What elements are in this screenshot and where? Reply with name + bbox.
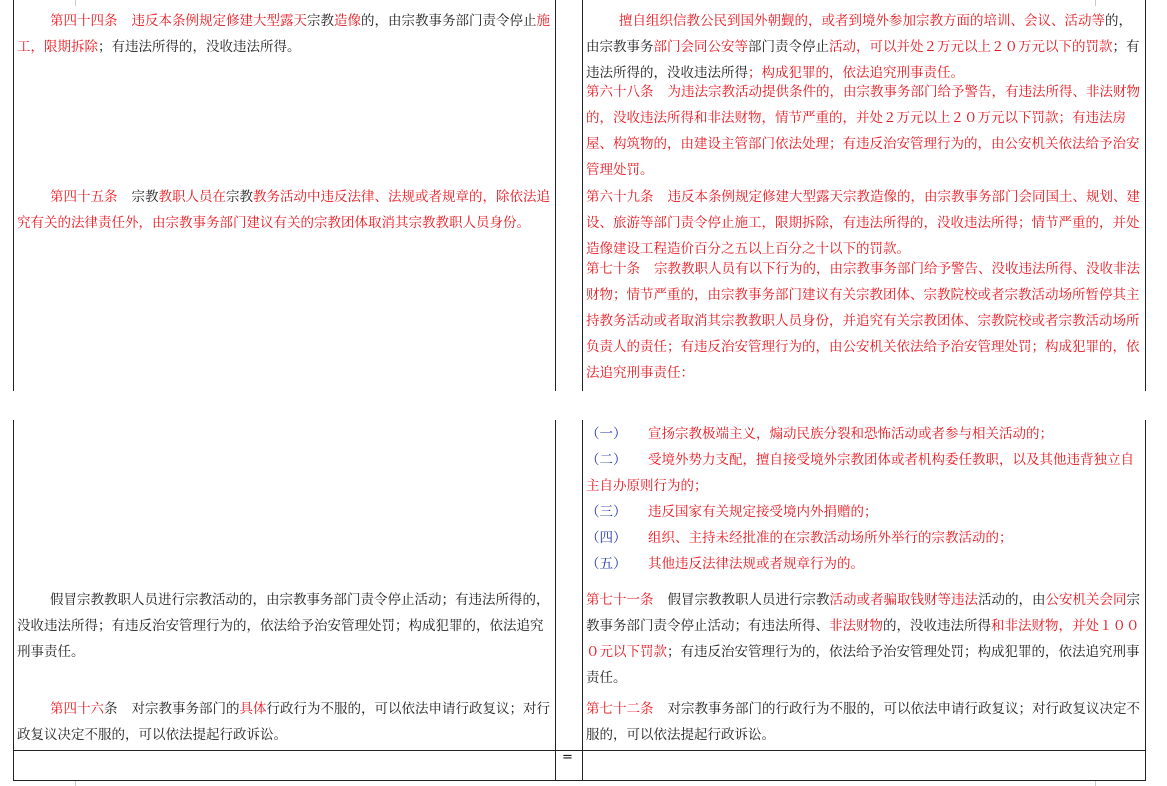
table-border-middle-right	[582, 420, 583, 781]
list-item	[586, 421, 1141, 447]
list-item	[586, 525, 1141, 551]
text-run: 造像	[334, 13, 361, 29]
list-text: 其他违反法律法规或者规章行为的。	[648, 556, 864, 572]
table-border-middle-right	[582, 0, 583, 391]
list-number: （一）	[586, 426, 627, 442]
table-border-bottom	[13, 780, 1146, 781]
article-number: 第七十二条	[586, 701, 654, 717]
text-run: 活动，可以并处２万元以上２０万元以下的罚款	[829, 39, 1113, 55]
article-text: 假冒宗教教职人员进行宗教活动的，由宗教事务部门责令停止活动；有违法所得的，没收违法所得；有违反治安管理行为的，依法给予治安管理处罚；构成犯罪的，依法追究刑事责任。	[17, 592, 550, 660]
ruler-tick	[75, 0, 76, 6]
text-run: 宗教事务部门责令停止活动；有违法所得、	[586, 592, 1140, 634]
text-run: ；有违法所得的，没收违法所得。	[98, 39, 301, 55]
text-run: 宗教	[226, 189, 253, 205]
article-69-new	[586, 184, 1141, 262]
article-number: 第六十八条	[586, 84, 654, 100]
list-text: 组织、主持未经批准的在宗教活动场所外举行的宗教活动的；	[648, 530, 1013, 546]
article-number: 第四十五条	[50, 189, 118, 205]
list-text: 宣扬宗教极端主义，煽动民族分裂和恐怖活动或者参与相关活动的；	[648, 426, 1053, 442]
text-run: 擅自组织信教公民到国外朝觐的，或者到境外参加宗教方面的培训、会议、活动等	[619, 13, 1105, 29]
text-run: 教务活动中违反法律、法规或者规章的，除依法追究有关的法律责任外，由宗教事务部门建议有关的宗教团体取消其宗教教职人员身份。	[17, 189, 550, 231]
article-number: 第四十六	[50, 701, 104, 717]
article-impostor-old	[17, 587, 550, 665]
table-border-middle-left	[555, 420, 556, 781]
text-run: 具体	[239, 701, 267, 717]
text-run: 教职人员在	[158, 189, 226, 205]
text-run: ；有违法所得的，没收违法所得	[586, 39, 1140, 81]
article-text: 对宗教事务部门的行政行为不服的，可以依法申请行政复议；对行政复议决定不服的，可以依法提起行政诉讼。	[586, 701, 1140, 743]
paragraph-overseas-pilgrimage	[586, 8, 1141, 86]
article-45-old	[17, 184, 550, 236]
text-run: 的，由宗教事务	[586, 13, 1132, 55]
text-run: 行政行为不服的，可以依法申请行政复议；对行政复议决定不服的，可以依法提起行政诉讼。	[17, 701, 550, 743]
text-run: 非法财物	[829, 618, 883, 634]
article-number: 第四十四条	[50, 13, 118, 29]
table-border-right	[1145, 0, 1146, 391]
article-44-old	[17, 8, 550, 60]
article-text: 违反本条例规定修建大型露天宗教造像的，由宗教事务部门会同国土、规划、建设、旅游等部门责令停止施工，限期拆除，有违法所得的，没收违法所得；情节严重的，并处造像建设工程造价百分之五以上百分之十以下的罚款。	[586, 189, 1140, 257]
list-text: 违反国家有关规定接受境内外捐赠的；	[648, 504, 878, 520]
text-run: 条	[104, 701, 118, 717]
article-68-new	[586, 79, 1141, 183]
text-run: 的，没收违法所得	[883, 618, 991, 634]
article-72-new	[586, 696, 1141, 748]
text-run: 活动的，由	[978, 592, 1046, 608]
list-number: （二）	[586, 452, 627, 468]
text-run: 宗教	[131, 189, 159, 205]
ruler-tick	[1095, 0, 1096, 6]
list-text: 受境外势力支配，擅自接受境外宗教团体或者机构委任教职，以及其他违背独立自主自办原则行为的；	[586, 452, 1134, 494]
text-run: 假冒宗教教职人员进行宗教	[667, 592, 830, 608]
text-run: 宗教	[307, 13, 334, 29]
text-run: 违反本条例规定修建大型露天	[131, 13, 307, 29]
article-text: 宗教教职人员有以下行为的，由宗教事务部门给予警告、没收违法所得、没收非法财物；情节严重的，由宗教事务部门建议有关宗教团体、宗教院校或者宗教活动场所暂停其主持教务活动或者取消其宗教教职人员身份，并追究有关宗教团体、宗教院校或者宗教活动场所负责人的责任；有违反治安管理行为的，由公安机关依法给予治安管理处罚；构成犯罪的，依法追究刑事责任：	[586, 261, 1140, 381]
footer-mark: =	[562, 750, 573, 765]
text-run: 部门责令停止	[748, 39, 829, 55]
list-item	[586, 499, 1141, 525]
list-number: （五）	[586, 556, 627, 572]
text-run: 活动或者骗取钱财等违法	[829, 592, 978, 608]
text-run: 公安机关会同	[1045, 592, 1127, 608]
article-number: 第七十一条	[586, 592, 654, 608]
table-border-left	[13, 0, 14, 391]
article-number: 第六十九条	[586, 189, 654, 205]
text-run: ；有违反治安管理行为的，依法给予治安管理处罚；构成犯罪的，依法追究刑事责任。	[586, 644, 1140, 686]
article-46-old	[17, 696, 550, 748]
text-run: 和非法财物，并处１０００元以下罚款	[586, 618, 1140, 660]
article-71-new	[586, 587, 1141, 691]
article-text: 为违法宗教活动提供条件的，由宗教事务部门给予警告，有违法所得、非法财物的，没收违法所得和非法财物，情节严重的，并处２万元以上２０万元以下罚款；有违法房屋、构筑物的，由建设主管部门依法处理；有违反治安管理行为的，由公安机关依法给予治安管理处罚。	[586, 84, 1140, 178]
text-run: 的，由宗教事务部门责令停止	[361, 13, 537, 29]
text-run: ；构成犯罪的，依法追究刑事责任。	[748, 65, 964, 81]
text-run: 对宗教事务部门的	[131, 701, 240, 717]
article-70-new	[586, 256, 1141, 386]
list-number: （四）	[586, 530, 627, 546]
list-number: （三）	[586, 504, 627, 520]
text-run: 施工，限期拆除	[17, 13, 550, 55]
article-70-items	[586, 421, 1141, 577]
text-run: 部门会同公安等	[653, 39, 748, 55]
list-item	[586, 551, 1141, 577]
table-border-middle-left	[555, 0, 556, 391]
list-item	[586, 447, 1141, 499]
article-number: 第七十条	[586, 261, 640, 277]
table-border-right	[1145, 420, 1146, 781]
table-border-left	[13, 420, 14, 781]
table-row-divider	[13, 750, 1146, 751]
